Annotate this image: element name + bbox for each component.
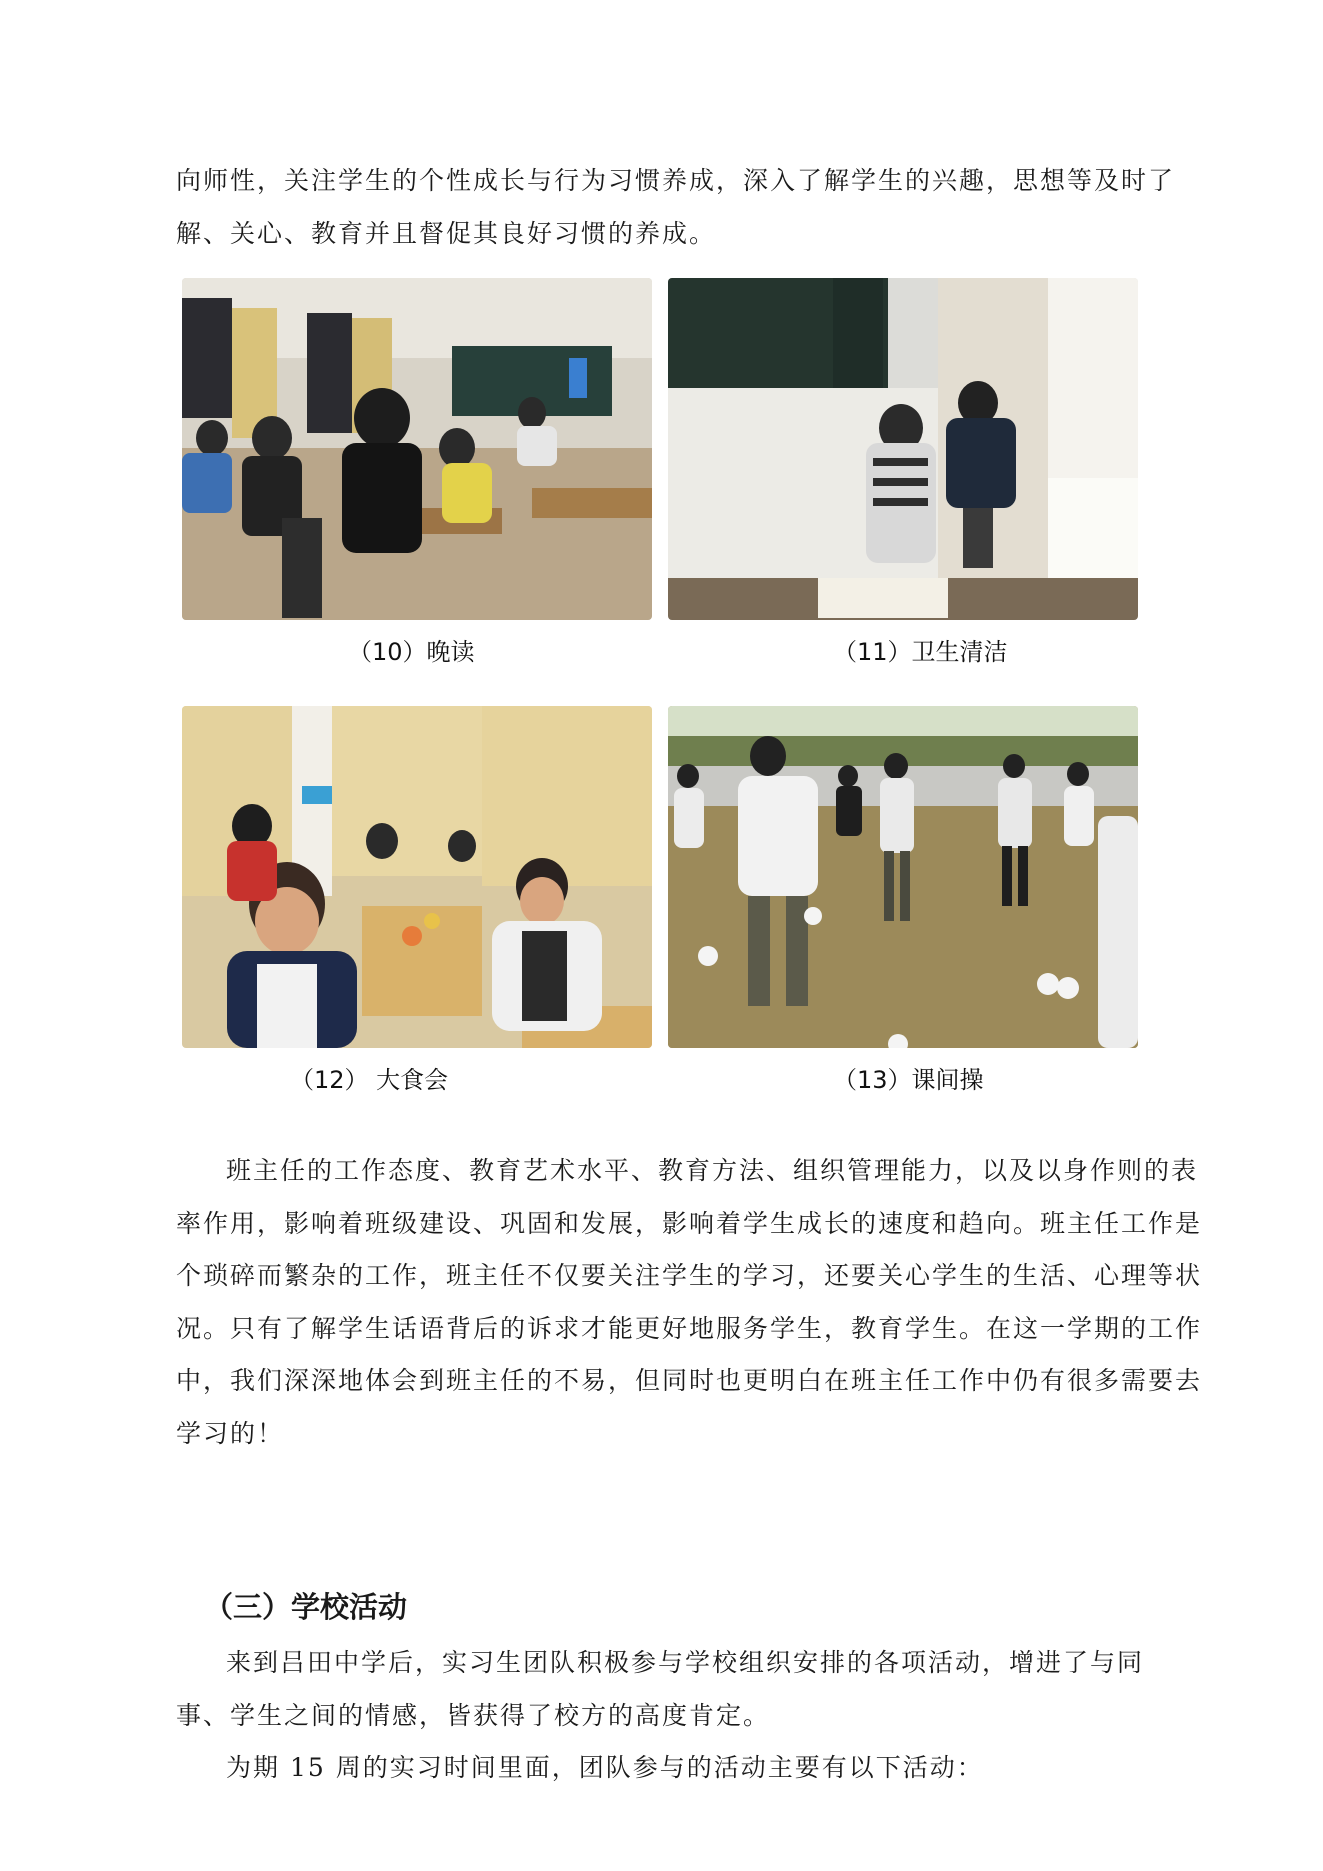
text-line: 事、学生之间的情感，皆获得了校方的高度肯定。 <box>176 1700 771 1730</box>
text-line: 为期 15 周的实习时间里面，团队参与的活动主要有以下活动： <box>226 1753 984 1782</box>
photo-caption: （12） 大食会 <box>290 1066 449 1094</box>
text-line: 班主任的工作态度、教育艺术水平、教育方法、组织管理能力，以及以身作则的表 <box>226 1156 1199 1185</box>
photo-caption: （10）晚读 <box>348 638 475 666</box>
photo-evening-reading <box>182 278 652 620</box>
text-line: 学习的！ <box>176 1418 285 1448</box>
text-line: 来到吕田中学后，实习生团队积极参与学校组织安排的各项活动，增进了与同 <box>226 1648 1145 1677</box>
photo-caption: （11）卫生清洁 <box>833 638 1008 666</box>
text-line: 解、关心、教育并且督促其良好习惯的养成。 <box>176 218 717 248</box>
text-line: 率作用，影响着班级建设、巩固和发展，影响着学生成长的速度和趋向。班主任工作是 <box>176 1208 1203 1238</box>
photo-class-party <box>182 706 652 1048</box>
text-line: 中，我们深深地体会到班主任的不易，但同时也更明白在班主任工作中仍有很多需要去 <box>176 1366 1203 1395</box>
section-heading: （三）学校活动 <box>204 1590 408 1624</box>
photo-cleaning <box>668 278 1138 620</box>
intro-paragraph <box>176 155 1176 260</box>
text-line: 个琐碎而繁杂的工作，班主任不仅要关注学生的学习，还要关心学生的生活、心理等状 <box>176 1261 1203 1290</box>
photo-playground-exercise <box>668 706 1138 1048</box>
photo-caption: （13）课间操 <box>833 1066 984 1094</box>
text-line: 况。只有了解学生话语背后的诉求才能更好地服务学生，教育学生。在这一学期的工作 <box>176 1313 1203 1343</box>
section-paragraph <box>176 1637 1166 1795</box>
body-paragraph <box>176 1145 1203 1460</box>
text-line: 向师性，关注学生的个性成长与行为习惯养成，深入了解学生的兴趣，思想等及时了 <box>176 166 1176 195</box>
